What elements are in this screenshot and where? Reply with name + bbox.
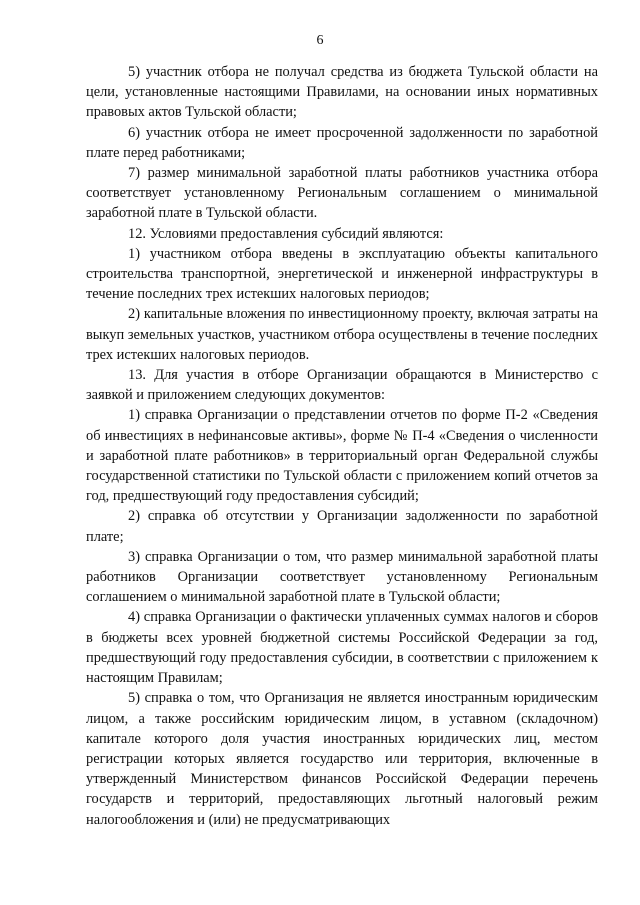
- paragraph-13-1-statistics-reports: 1) справка Организации о представлении отчетов по форме П-2 «Сведения об инвестициях в нефинансовые активы», форме № П-4 «Сведения о численности и заработной плате работников» в территориальный орган Федеральной службы государственной статистики по Тульской области с приложением копий отчетов за год, предшествующий году предоставления субсидий;: [86, 407, 598, 505]
- paragraph-13-4-taxes-certificate: 4) справка Организации о фактически уплаченных суммах налогов и сборов в бюджеты всех уровней бюджетной системы Российской Федерации за год, предшествующий году предоставления субсидии, в соответствии с приложением к настоящим Правилам;: [86, 609, 598, 687]
- paragraph-13-2-wage-debt-certificate: 2) справка об отсутствии у Организации задолженности по заработной плате;: [86, 508, 598, 545]
- paragraph-13-3-minimum-wage-certificate: 3) справка Организации о том, что размер минимальной заработной платы работников Организации соответствует установленному Региональным соглашением о минимальной заработной плате в Тульской области;: [86, 548, 598, 606]
- document-body: [86, 62, 598, 830]
- paragraph-5-no-budget-funds: 5) участник отбора не получал средства из бюджета Тульской области на цели, установленные настоящими Правилами, на основании иных нормативных правовых актов Тульской области;: [86, 64, 598, 121]
- page-number: 6: [316, 33, 324, 48]
- paragraph-7-minimum-wage: 7) размер минимальной заработной платы работников участника отбора соответствует установленному Региональным соглашением о минимальной заработной плате в Тульской области.: [86, 165, 598, 222]
- paragraph-13-5-foreign-entity-certificate: 5) справка о том, что Организация не является иностранным юридическим лицом, а также российским юридическим лицом, в уставном (складочном) капитале которого доля участия иностранных юридических лиц, местом регистрации которых является государство или территория, включенные в утвержденный Министерством финансов Российской Федерации перечень государств и территорий, предоставляющих льготный налоговый режим налогообложения и (или) не предусматривающих: [86, 690, 598, 828]
- paragraph-12-1-infrastructure: 1) участником отбора введены в эксплуатацию объекты капитального строительства транспортной, энергетической и инженерной инфраструктуры в течение последних трех истекших налоговых периодов;: [86, 245, 598, 303]
- paragraph-13-application: 13. Для участия в отборе Организации обращаются в Министерство с заявкой и приложением следующих документов:: [86, 367, 598, 404]
- paragraph-12-2-capital-investments: 2) капитальные вложения по инвестиционному проекту, включая затраты на выкуп земельных участков, участником отбора осуществлены в течение последних трех истекших налоговых периодов.: [86, 306, 598, 363]
- paragraph-6-no-wage-debt: 6) участник отбора не имеет просроченной задолженности по заработной плате перед работниками;: [86, 124, 598, 161]
- paragraph-12-conditions: 12. Условиями предоставления субсидий являются:: [128, 225, 444, 242]
